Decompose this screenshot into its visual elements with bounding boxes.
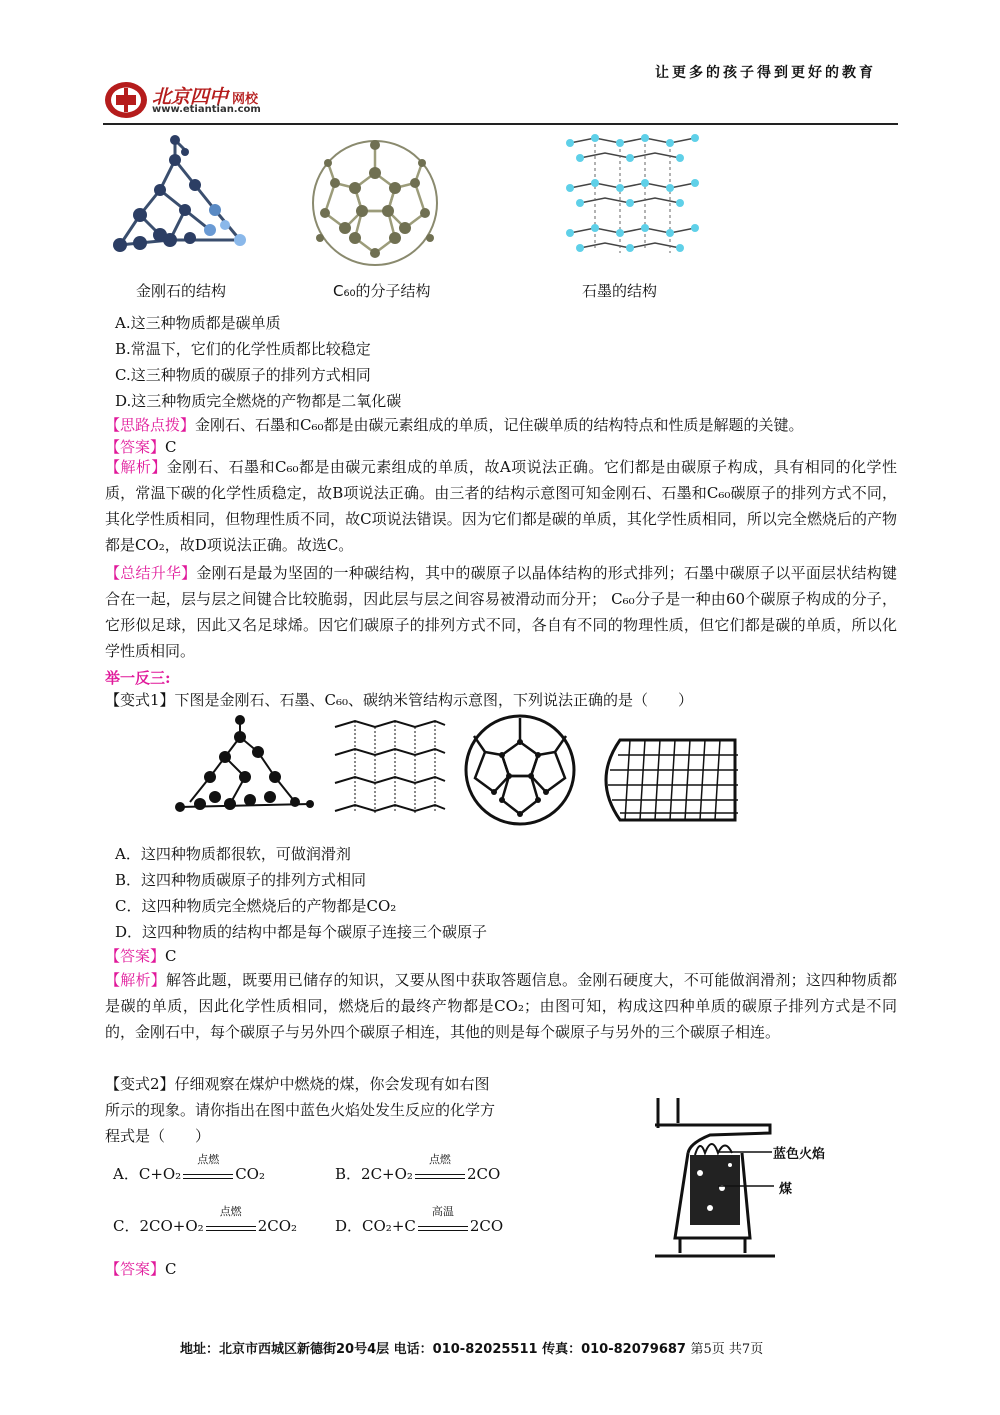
answer-tag: 【答案】 bbox=[105, 438, 166, 456]
summary-tag: 【总结升华】 bbox=[105, 564, 197, 582]
label-coal: 煤 bbox=[779, 1182, 793, 1197]
answer-tag: 【答案】 bbox=[105, 1260, 166, 1278]
v1-graphite-image bbox=[330, 715, 450, 825]
answer-text: C bbox=[165, 947, 177, 965]
logo-emblem-icon bbox=[103, 80, 149, 120]
analysis-tag: 【解析】 bbox=[105, 971, 166, 989]
q1-option-d: D.这三种物质完全燃烧的产物都是二氧化碳 bbox=[115, 392, 402, 410]
answer-tag: 【答案】 bbox=[105, 947, 166, 965]
v1-c60-image bbox=[460, 712, 580, 828]
c60-structure-image bbox=[300, 133, 450, 273]
caption-graphite: 石墨的结构 bbox=[582, 282, 658, 300]
hint-text: 金刚石、石墨和C₆₀都是由碳元素组成的单质，记住碳单质的结构特点和性质是解题的关键。 bbox=[195, 416, 804, 434]
caption-diamond: 金刚石的结构 bbox=[136, 282, 227, 300]
reaction-arrow: 点燃 bbox=[183, 1160, 233, 1179]
q1-option-b: B.常温下，它们的化学性质都比较稳定 bbox=[115, 340, 371, 358]
logo-net-text: 网校 bbox=[232, 92, 259, 107]
answer-text: C bbox=[165, 438, 177, 456]
v2-option-b: B．2C+O₂ 点燃 2CO bbox=[335, 1153, 501, 1183]
v1-option-b: B．这四种物质碳原子的排列方式相同 bbox=[115, 871, 367, 889]
v2-question-line3: 程式是（ ） bbox=[105, 1127, 211, 1145]
q1-hint bbox=[105, 415, 804, 435]
v1-answer bbox=[105, 946, 177, 966]
hint-tag: 【思路点拨】 bbox=[105, 416, 196, 434]
header-divider bbox=[103, 123, 898, 125]
label-blue-flame: 蓝色火焰 bbox=[773, 1147, 826, 1162]
v1-nanotube-image bbox=[590, 735, 745, 825]
v2-option-a: A．C+O₂ 点燃 CO₂ bbox=[113, 1153, 265, 1183]
logo-text: 北京四中 bbox=[152, 86, 229, 108]
caption-c60: C₆₀的分子结构 bbox=[333, 282, 431, 300]
label-leader-lines bbox=[718, 1148, 774, 1188]
analysis-text: 金刚石、石墨和C₆₀都是由碳元素组成的单质，故A项说法正确。它们都是由碳原子构成，具有相同的化学性质，常温下碳的化学性质稳定，故B项说法正确。由三者的结构示意图可知金刚石、石墨和C₆₀碳原子的排列方式不同，其化学性质相同，但物理性质不同，故C项说法错误。因为它们都是碳的单质，其化学性质相同，所以完全燃烧后的产物都是CO₂，故D项说法正确。故选C。 bbox=[105, 458, 897, 554]
answer-text: C bbox=[165, 1260, 177, 1278]
reaction-arrow: 点燃 bbox=[206, 1212, 256, 1231]
v1-analysis bbox=[105, 967, 897, 1045]
q1-summary bbox=[105, 560, 897, 664]
footer-address: 地址：北京市西城区新德街20号4层 电话：010-82025511 传真：010-82079687 bbox=[180, 1342, 686, 1357]
analysis-tag: 【解析】 bbox=[105, 458, 167, 476]
header-slogan: 让更多的孩子得到更好的教育 bbox=[655, 65, 876, 81]
v2-answer bbox=[105, 1259, 177, 1279]
q1-analysis bbox=[105, 454, 897, 558]
v2-option-c: C．2CO+O₂ 点燃 2CO₂ bbox=[113, 1205, 298, 1235]
graphite-structure-image bbox=[555, 128, 705, 268]
v1-question: 【变式1】下图是金刚石、石墨、C₆₀、碳纳米管结构示意图，下列说法正确的是（ ） bbox=[105, 691, 694, 709]
reaction-arrow: 高温 bbox=[418, 1212, 468, 1231]
summary-text: 金刚石是最为坚固的一种碳结构，其中的碳原子以晶体结构的形式排列；石墨中碳原子以平面层状结构键合在一起，层与层之间键合比较脆弱，因此层与层之间容易被滑动而分开； C₆₀分子是一种由60个碳原子构成的分子，它形似足球，因此又名足球烯。因它们碳原子的排列方式不同，各自有不同的物理性质，但它们都是碳的单质，所以化学性质相同。 bbox=[105, 564, 897, 660]
footer-page: 第5页 共7页 bbox=[690, 1342, 764, 1357]
v2-option-d: D．CO₂+C 高温 2CO bbox=[335, 1205, 504, 1235]
analysis-text: 解答此题，既要用已储存的知识，又要从图中获取答题信息。金刚石硬度大，不可能做润滑剂；这四种物质都是碳的单质，因此化学性质相同，燃烧后的最终产物都是CO₂；由图可知，构成这四种单质的碳原子排列方式是不同的，金刚石中，每个碳原子与另外四个碳原子相连，其他的则是每个碳原子与另外的三个碳原子相连。 bbox=[105, 971, 897, 1041]
footer bbox=[180, 1338, 763, 1357]
diamond-structure-image bbox=[100, 130, 260, 270]
v1-option-a: A．这四种物质都很软，可做润滑剂 bbox=[115, 845, 351, 863]
reaction-arrow: 点燃 bbox=[415, 1160, 465, 1179]
q1-option-a: A.这三种物质都是碳单质 bbox=[115, 314, 281, 332]
v1-option-d: D．这四种物质的结构中都是每个碳原子连接三个碳原子 bbox=[115, 923, 488, 941]
v1-option-c: C．这四种物质完全燃烧后的产物都是CO₂ bbox=[115, 897, 397, 915]
logo-url: www.etiantian.com bbox=[152, 104, 261, 115]
v2-question-line2: 所示的现象。请你指出在图中蓝色火焰处发生反应的化学方 bbox=[105, 1101, 496, 1119]
v2-question-line1: 【变式2】仔细观察在煤炉中燃烧的煤，你会发现有如右图 bbox=[105, 1075, 490, 1093]
q1-option-c: C.这三种物质的碳原子的排列方式相同 bbox=[115, 366, 371, 384]
v1-diamond-image bbox=[170, 712, 320, 822]
section-title: 举一反三: bbox=[105, 669, 171, 687]
